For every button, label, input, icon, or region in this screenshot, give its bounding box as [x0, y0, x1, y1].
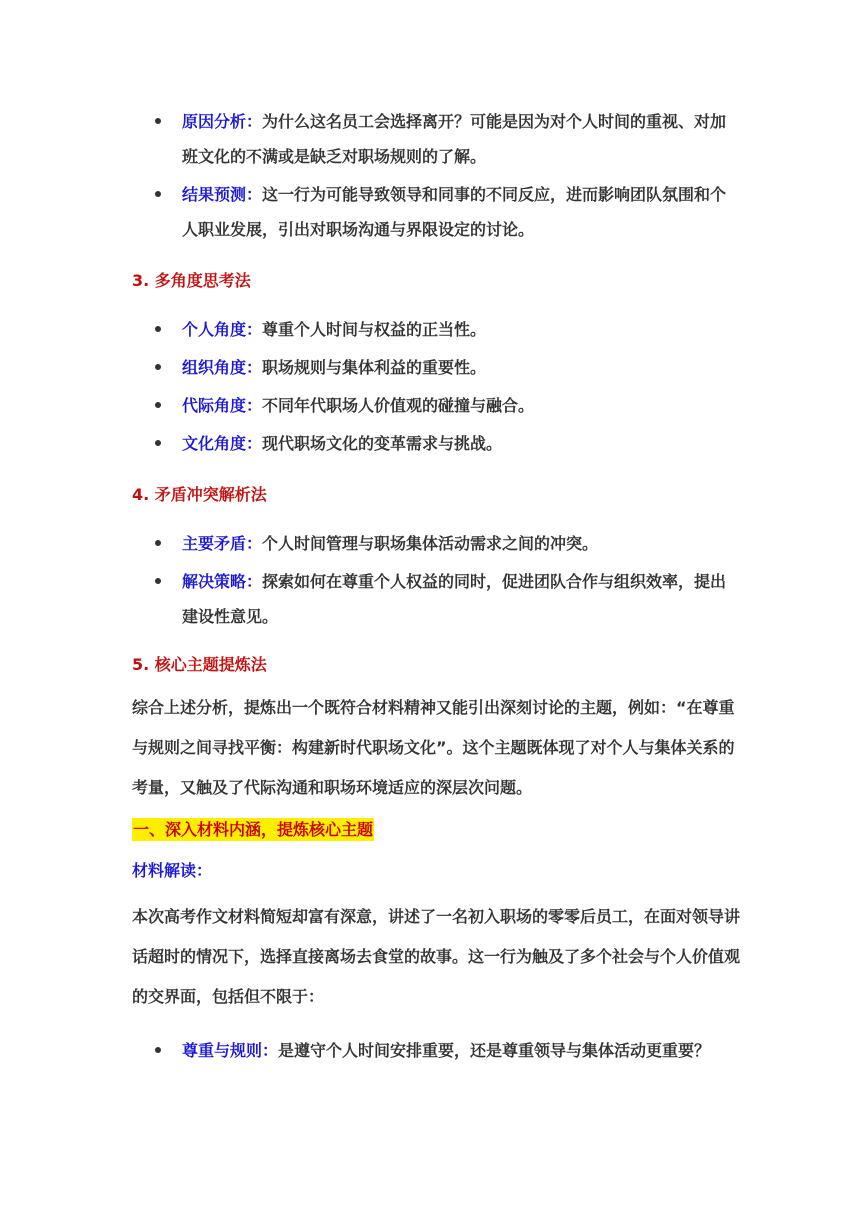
highlighted-heading: 一、深入材料内涵，提炼核心主题 — [133, 820, 374, 839]
bullet-icon — [155, 578, 161, 584]
material-subheading: 材料解读： — [132, 861, 213, 880]
chapter-heading — [132, 818, 742, 842]
section-heading-3: 3. 多角度思考法 — [132, 271, 251, 290]
perspective-list — [132, 312, 742, 461]
list-item-term: 组织角度： — [182, 358, 263, 377]
conflict-list — [132, 526, 742, 634]
material-paragraph: 本次高考作文材料简短却富有深意，讲述了一名初入职场的零零后员工，在面对领导讲话超时的情况下，选择直接离场去食堂的故事。这一行为触及了多个社会与个人价值观的交界面，包括但不限于： — [132, 907, 741, 1006]
list-item-term: 解决策略： — [182, 572, 263, 591]
list-item — [132, 426, 742, 461]
bullet-icon — [155, 326, 161, 332]
bullet-icon — [155, 118, 161, 124]
section-heading-5: 5. 核心主题提炼法 — [132, 655, 267, 674]
bullet-icon — [155, 402, 161, 408]
list-item-text: 个人时间管理与职场集体活动需求之间的冲突。 — [262, 534, 599, 553]
bullet-icon — [155, 540, 161, 546]
summary-paragraph: 综合上述分析，提炼出一个既符合材料精神又能引出深刻讨论的主题，例如：“在尊重与规则之间寻找平衡：构建新时代职场文化”。这个主题既体现了对个人与集体关系的考量，又触及了代际沟通和职场环境适应的深层次问题。 — [132, 698, 735, 797]
list-item-term: 尊重与规则： — [182, 1041, 279, 1060]
list-item-text: 职场规则与集体利益的重要性。 — [262, 358, 487, 377]
list-item-term: 原因分析： — [182, 112, 263, 131]
bullet-icon — [155, 440, 161, 446]
section-heading-4: 4. 矛盾冲突解析法 — [132, 485, 267, 504]
list-item-text: 现代职场文化的变革需求与挑战。 — [262, 434, 503, 453]
bullet-icon — [155, 1047, 161, 1053]
list-item-term: 结果预测： — [182, 185, 263, 204]
list-item-term: 代际角度： — [182, 396, 263, 415]
list-item-text: 尊重个人时间与权益的正当性。 — [262, 320, 487, 339]
list-item — [132, 350, 742, 385]
bullet-icon — [155, 364, 161, 370]
list-item-text: 不同年代职场人价值观的碰撞与融合。 — [262, 396, 535, 415]
list-item — [132, 564, 742, 634]
list-item — [132, 1033, 742, 1068]
document-content — [132, 104, 742, 1071]
list-item-text: 是遵守个人时间安排重要，还是尊重领导与集体活动更重要？ — [278, 1041, 711, 1060]
list-item-text: 这一行为可能导致领导和同事的不同反应，进而影响团队氛围和个人职业发展，引出对职场沟通与界限设定的讨论。 — [182, 185, 727, 239]
list-item — [132, 526, 742, 561]
list-item-text: 探索如何在尊重个人权益的同时，促进团队合作与组织效率，提出建设性意见。 — [182, 572, 727, 626]
list-item — [132, 312, 742, 347]
values-list — [132, 1033, 742, 1068]
list-item-text: 为什么这名员工会选择离开？可能是因为对个人时间的重视、对加班文化的不满或是缺乏对职场规则的了解。 — [182, 112, 727, 166]
bullet-icon — [155, 191, 161, 197]
list-item — [132, 104, 742, 174]
list-item-term: 文化角度： — [182, 434, 263, 453]
analysis-list — [132, 104, 742, 247]
list-item — [132, 388, 742, 423]
list-item-term: 个人角度： — [182, 320, 263, 339]
list-item-term: 主要矛盾： — [182, 534, 263, 553]
list-item — [132, 177, 742, 247]
